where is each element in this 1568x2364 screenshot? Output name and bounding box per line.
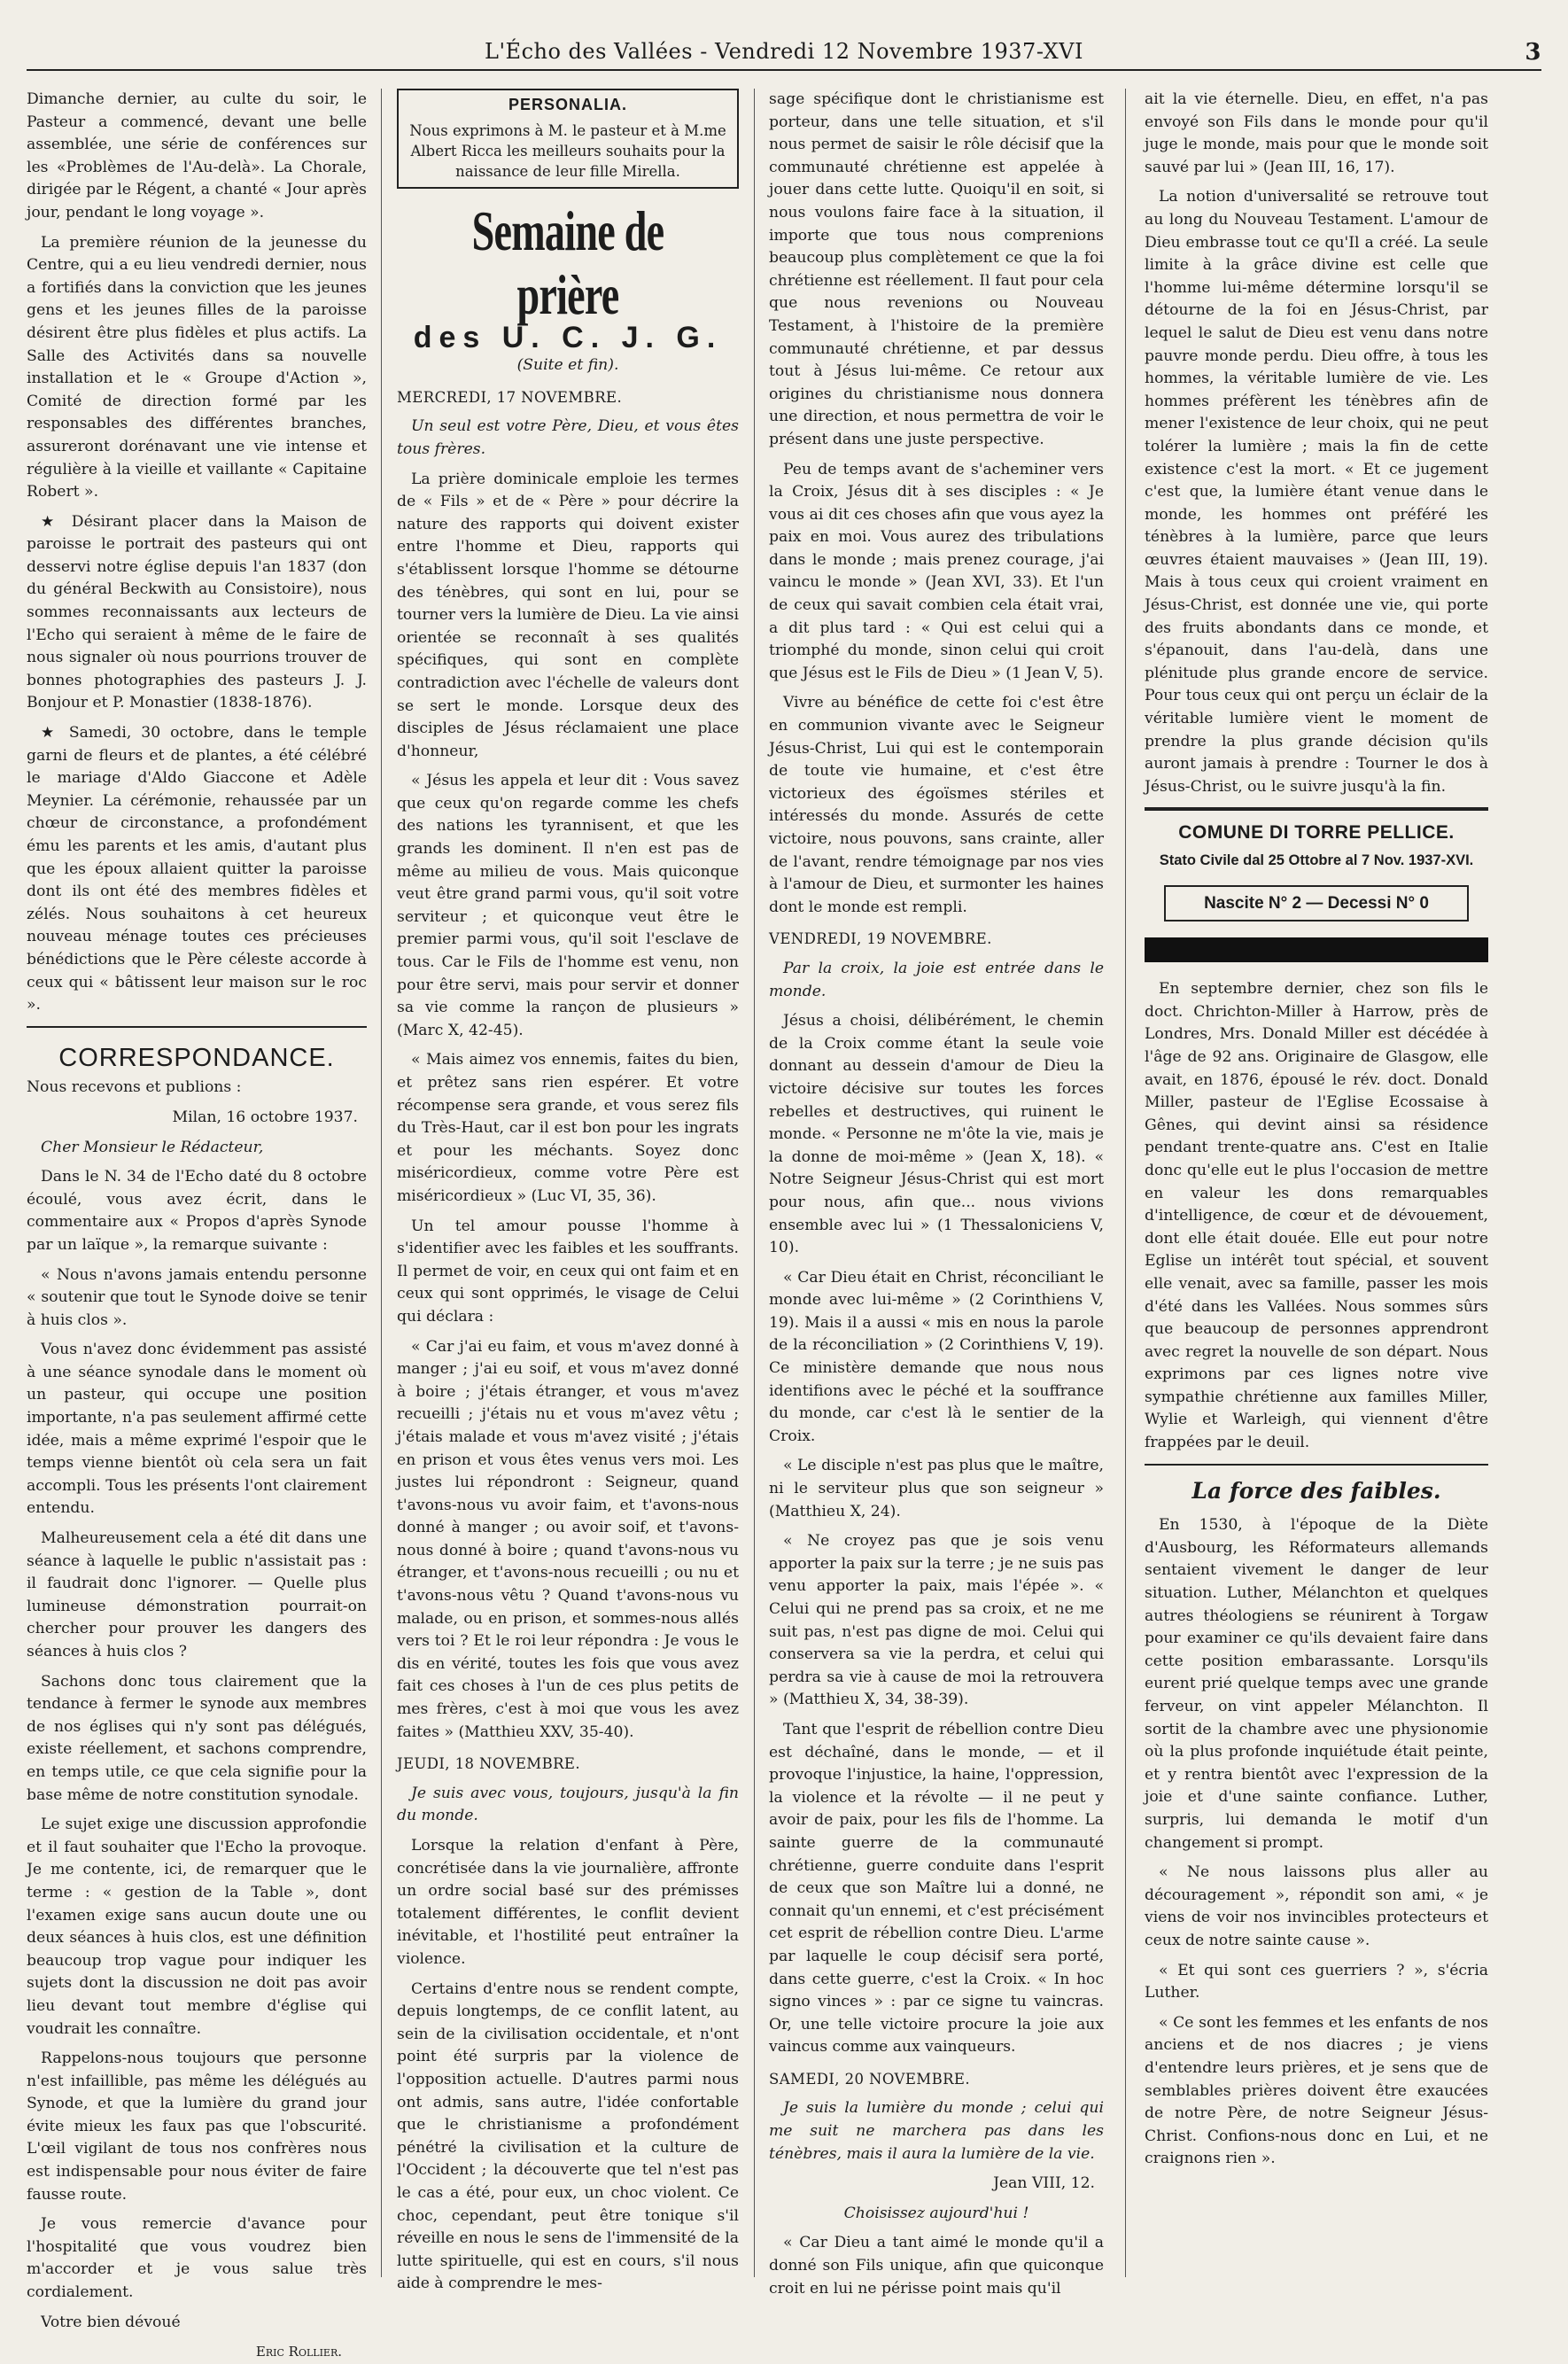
article-paragraph: La prière dominicale emploie les termes de « Fils » et de « Père » pour décrire la nature des rapports qui doivent exister entre l'homme et Dieu, rapports qui s'établissent lorsque l'homme se détourne des ténèbres, qui sont en lui, pour se tourner vers la lumière de Dieu. La vie ainsi orientée se reconnaît à ses qualités spécifiques, qui sont en complète contradiction avec l'échelle de valeurs dont se sert le monde. Lorsque deux des disciples de Jésus réclamaient une place d'honneur,	[397, 470, 739, 760]
article-paragraph: « Ne nous laissons plus aller au découragement », répondit son ami, « je viens de voir nos invincibles protecteurs et ceux de notre sainte cause ».	[1145, 1863, 1488, 1949]
masthead	[27, 39, 1541, 71]
article-title: Semaine de prière	[471, 198, 664, 326]
article-paragraph: Un tel amour pousse l'homme à s'identifier avec les faibles et les souffrants. Il permet de voir, en ceux qui ont faim et en ceux qui sont opprimés, le visage de Celui qui déclara :	[397, 1217, 739, 1326]
corr-place-date: Milan, 16 octobre 1937.	[172, 1108, 358, 1126]
article-paragraph: « Car Dieu était en Christ, réconciliant le monde avec lui-même » (2 Corinthiens V, 19). Mais il a aussi « mis en nous la parole de la réconciliation » (2 Corinthiens V, 19). Ce ministère demande que nous nous identifions avec le péché et la souffrance du monde, car c'est là le sentier de la Croix.	[769, 1268, 1104, 1445]
day-verse: Je suis avec vous, toujours, jusqu'à la fin du monde.	[397, 1784, 739, 1825]
article-paragraph: « Ce sont les femmes et les enfants de nos anciens et de nos diacres ; je viens d'entendre leurs prières, et je sens que de semblables prières doivent être exaucées de notre Père, de notre Seigneur Jésus-Christ. Confions-nous donc en Lui, et ne craignons rien ».	[1145, 2013, 1488, 2168]
masthead-title: L'Écho des Vallées - Vendredi 12 Novembre 1937-XVI	[485, 39, 1083, 64]
personalia-title: PERSONALIA.	[508, 96, 627, 113]
black-divider	[1145, 937, 1488, 962]
force-title: La force des faibles.	[1192, 1477, 1441, 1504]
article-paragraph: « Et qui sont ces guerriers ? », s'écria Luther.	[1145, 1961, 1488, 2002]
article-paragraph: « Jésus les appela et leur dit : Vous savez que ceux qu'on regarde comme les chefs des nations les tyrannisent, et que les grands les dominent. Il n'en est pas de même au milieu de vous. Mais quiconque veut être grand parmi vous, qu'il soit votre serviteur ; et quiconque veut être le premier parmi vous, qu'il soit l'esclave de tous. Car le Fils de l'homme est venu, non pour être servi, mais pour servir et donner sa vie comme la rançon de plusieurs » (Marc X, 42-45).	[397, 772, 739, 1039]
day-heading: VENDREDI, 19 NOVEMBRE.	[769, 930, 992, 948]
article-paragraph: ★ Désirant placer dans la Maison de paroisse le portrait des pasteurs qui ont desservi notre église depuis l'an 1837 (don du général Beckwith au Consistoire), nous sommes reconnaissants aux lecteurs de l'Echo qui seraient à même de le faire de nous signaler où nous pourrions trouver de bonnes photographies des pasteurs J. J. Bonjour et P. Monastier (1838-1876).	[27, 512, 367, 712]
section-divider	[27, 1026, 367, 1028]
corr-paragraph: Sachons donc tous clairement que la tendance à fermer le synode aux membres de nos églises qui n'y sont pas délégués, existe réellement, et sachons comprendre, en temps utile, ce que cela signifie pour la base même de notre constitution synodale.	[27, 1672, 367, 1804]
corr-paragraph: Malheureusement cela a été dit dans une séance à laquelle le public n'assistait pas : il faudrait donc l'ignorer. — Quelle plus lumineuse démonstration pourrait-on chercher pour prouver les dangers des séances à huis clos ?	[27, 1529, 367, 1660]
article-paragraph: « Mais aimez vos ennemis, faites du bien, et prêtez sans rien espérer. Et votre récompense sera grande, et vous serez fils du Très-Haut, car il est bon pour les ingrats et pour les méchants. Soyez donc miséricordieux, comme votre Père est miséricordieux » (Luc VI, 35, 36).	[397, 1051, 739, 1205]
nascite-box: Nascite N° 2 — Decessi N° 0	[1164, 885, 1469, 922]
day-heading: SAMEDI, 20 NOVEMBRE.	[769, 2070, 971, 2088]
corr-salutation: Cher Monsieur le Rédacteur,	[41, 1138, 264, 1156]
choose-today: Choisissez aujourd'hui !	[843, 2204, 1029, 2222]
verse-reference: Jean VIII, 12.	[993, 2174, 1095, 2193]
day-verse: Un seul est votre Père, Dieu, et vous êtes tous frères.	[397, 417, 739, 458]
article-paragraph: La notion d'universalité se retrouve tout au long du Nouveau Testament. L'amour de Dieu embrasse tout ce qu'Il a créé. La seule limite à la grâce divine est celle que l'homme lui-même détermine lorsqu'il se détourne de la foi en Jésus-Christ, par lequel le salut de Dieu est venu dans notre pauvre monde perdu. Dieu offre, à tous les hommes, la véritable lumière de vie. Les hommes préfèrent les ténèbres afin de mener l'existence de leur choix, qui ne peut tolérer la lumière ; mais la fin de cette existence c'est la mort. « Et ce jugement c'est que, la lumière étant venue dans le monde, les hommes ont préféré les ténèbres à la lumière, parce que leurs œuvres étaient mauvaises » (Jean III, 19). Mais à tous ceux qui croient vraiment en Jésus-Christ, est donnée une vie, qui porte des fruits abondants dans ce monde, et s'épanouit, dans l'au-delà, dans une plénitude plus grande encore de service. Pour tous ceux qui ont perçu un éclair de la véritable lumière vient le moment de prendre la plus grande décision qu'ils auront jamais à prendre : Tourner le dos à Jésus-Christ, ou le suivre jusqu'à la fin.	[1145, 188, 1488, 796]
article-paragraph: « Car j'ai eu faim, et vous m'avez donné à manger ; j'ai eu soif, et vous m'avez donné à boire ; j'étais étranger, et vous m'avez recueilli ; j'étais nu et vous m'avez vêtu ; j'étais malade et vous m'avez visité ; j'étais en prison et vous êtes venus vers moi. Les justes lui répondront : Seigneur, quand t'avons-nous vu avoir faim, et t'avons-nous donné à manger ; ou avoir soif, et t'avons-nous donné à boire ; quand t'avons-nous vu étranger, et t'avons-nous recueilli ; ou nu et t'avons-nous vêtu ? Quand t'avons-nous vu malade, ou en prison, et sommes-nous allés vers toi ? Et le roi leur répondra : Je vous le dis en vérité, toutes les fois que vous avez fait ces choses à l'un de ces plus petits de mes frères, c'est à moi que vous les avez faites » (Matthieu XXV, 35-40).	[397, 1337, 739, 1741]
article-paragraph: Vivre au bénéfice de cette foi c'est être en communion vivante avec le Seigneur Jésus-Christ, Lui qui est le contemporain de toute vie humaine, et c'est être victorieux des égoïsmes stériles et intéressés du monde. Assurés de cette victoire, nous pouvons, sans crainte, aller de l'avant, rendre témoignage par nos vies à l'amour de Dieu, et surmonter les haines dont le monde est rempli.	[769, 694, 1104, 916]
corr-closing: Votre bien dévoué	[41, 2313, 181, 2331]
corr-signature: Eric Rollier.	[255, 2344, 342, 2360]
article-paragraph: Certains d'entre nous se rendent compte, depuis longtemps, de ce conflit latent, au sein de la civilisation occidentale, et n'ont point été surpris par la violence de l'opposition actuelle. D'autres parmi nous ont admis, sans autre, l'idée confortable que le christianisme a profondément pénétré la civilisation et la culture de l'Occident ; la découverte que tel n'est pas le cas a été, pour eux, un choc violent. Ce choc, cependant, peut être tonique s'il réveille en nous le sens de l'immensité de la lutte spirituelle, qui est en cours, s'il nous aide à comprendre le mes-	[397, 1979, 739, 2293]
column-rule	[1125, 89, 1126, 2277]
corr-paragraph: « Nous n'avons jamais entendu personne « soutenir que tout le Synode doive se tenir à huis clos ».	[27, 1265, 367, 1329]
corr-paragraph: Vous n'avez donc évidemment pas assisté à une séance synodale dans le moment où un pasteur, qui occupe une position importante, n'a pas seulement affirmé cette idée, mais a même exprimé l'espoir que le temps vienne bientôt où cela sera un fait accompli. Tous les présents l'ont clairement entendu.	[27, 1341, 367, 1518]
article-paragraph: « Le disciple n'est pas plus que le maître, ni le serviteur plus que son seigneur » (Matthieu X, 24).	[769, 1457, 1104, 1520]
section-divider	[1145, 1464, 1488, 1466]
correspondance-title: CORRESPONDANCE.	[58, 1043, 335, 1072]
corr-paragraph: Rappelons-nous toujours que personne n'est infaillible, pas même les délégués au Synode, et que la lumière du grand jour évite mieux les faux pas que l'obscurité. L'œil vigilant de tous nos confrères nous est indispensable pour nous éviter de faire fausse route.	[27, 2049, 367, 2204]
personalia-text: Nous exprimons à M. le pasteur et à M.me Albert Ricca les meilleurs souhaits pour la naissance de leur fille Mirella.	[409, 121, 726, 180]
stato-civile: Stato Civile dal 25 Ottobre al 7 Nov. 1937-XVI.	[1159, 852, 1474, 868]
corr-paragraph: Je vous remercie d'avance pour l'hospitalité que vous voudrez bien m'accorder et je vous salue très cordialement.	[27, 2215, 367, 2302]
article-subtitle: des U. C. J. G.	[413, 320, 723, 354]
article-paragraph: Dimanche dernier, au culte du soir, le Pasteur a commencé, devant une belle assemblée, une série de conférences sur les «Problèmes de l'Au-delà». La Chorale, dirigée par le Régent, a chanté « Jour après jour, pendant le long voyage ».	[27, 90, 367, 222]
corr-paragraph: Le sujet exige une discussion approfondie et il faut souhaiter que l'Echo la provoque. Je me contente, ici, de remarquer que le terme : « gestion de la Table », dont l'examen exige sans aucun doute une ou deux séances à huis clos, est une définition beaucoup trop vague pour indiquer les sujets dont la discussion ne doit pas avoir lieu devant tout membre d'église qui voudrait les connaître.	[27, 1816, 367, 2038]
day-verse: Par la croix, la joie est entrée dans le monde.	[769, 959, 1104, 1000]
comune-title: COMUNE DI TORRE PELLICE.	[1178, 822, 1455, 844]
corr-paragraph: Dans le N. 34 de l'Echo daté du 8 octobre écoulé, vous avez écrit, dans le commentaire aux « Propos d'après Synode par un laïque », la remarque suivante :	[27, 1168, 367, 1254]
day-verse: Je suis la lumière du monde ; celui qui me suit ne marchera pas dans les ténèbres, mais il aura la lumière de la vie.	[769, 2099, 1104, 2163]
article-paragraph: ★ Samedi, 30 octobre, dans le temple garni de fleurs et de plantes, a été célébré le mariage d'Aldo Giaccone et Adèle Meynier. La cérémonie, rehaussée par un chœur de circonstance, a profondément ému les parents et les amis, d'autant plus que les époux allaient quitter la paroisse dont ils ont été des membres fidèles et zélés. Nous souhaitons à cet heureux nouveau ménage toutes ces précieuses bénédictions que le Père céleste accorde à ceux qui « bâtissent leur maison sur le roc ».	[27, 724, 367, 1015]
article-paragraph: Lorsque la relation d'enfant à Père, concrétisée dans la vie journalière, affronte un ordre social basé sur des prémisses totalement différentes, le conflit devient inévitable, et l'hostilité peut entraîner la violence.	[397, 1837, 739, 1968]
article-paragraph: ait la vie éternelle. Dieu, en effet, n'a pas envoyé son Fils dans le monde pour qu'il juge le monde, mais pour que le monde soit sauvé par lui » (Jean III, 16, 17).	[1145, 90, 1488, 176]
article-paragraph: « Car Dieu a tant aimé le monde qu'il a donné son Fils unique, afin que quiconque croit en lui ne périsse point mais qu'il	[769, 2234, 1104, 2298]
column-rule	[381, 89, 382, 2277]
page-number: 3	[1525, 39, 1541, 66]
article-paragraph: Tant que l'esprit de rébellion contre Dieu est déchaîné, dans le monde, — et il provoque l'injustice, la haine, l'oppression, la violence et la révolte — il ne peut y avoir de paix, pour les fils de l'homme. La sainte guerre de la communauté chrétienne, guerre conduite dans l'esprit de ceux que son Maître lui a donné, ne connait qu'un ennemi, et c'est précisément cet esprit de rébellion contre Dieu. L'arme par laquelle le coup décisif sera porté, dans cette guerre, c'est la Croix. « In hoc signo vinces » : par ce signe tu vaincras. Or, une telle victoire procure la joie aux vaincus comme aux vainqueurs.	[769, 1720, 1104, 2057]
article-paragraph: En 1530, à l'époque de la Diète d'Ausbourg, les Réformateurs allemands sentaient vivement le danger de leur situation. Luther, Mélanchton et quelques autres théologiens se réunirent à Torgaw pour examiner ce qu'ils devaient faire dans cette position embarassante. Lorsqu'ils eurent prié quelque temps avec une grande ferveur, on vint appeler Mélanchton. Il sortit de la chambre avec une physionomie où la plus profonde inquiétude était peinte, et y rentra bientôt avec l'expression de la joie et d'une sainte confiance. Luther, surpris, lui demanda le motif d'un changement si prompt.	[1145, 1516, 1488, 1852]
article-paragraph: « Ne croyez pas que je sois venu apporter la paix sur la terre ; je ne suis pas venu apporter la paix, mais l'épée ». « Celui qui ne prend pas sa croix, et ne me suit pas, n'est pas digne de moi. Celui qui conservera sa vie la perdra, et celui qui perdra sa vie à cause de moi la retrouvera » (Matthieu X, 34, 38-39).	[769, 1532, 1104, 1709]
column-3	[769, 89, 1104, 2298]
article-paragraph: Peu de temps avant de s'acheminer vers la Croix, Jésus dit à ses disciples : « Je vous ai dit ces choses afin que vous ayez la paix en moi. Vous aurez des tribulations dans le monde ; mais prenez courage, j'ai vaincu le monde » (Jean XVI, 33). Et l'un de ceux qui savait combien cela était vrai, a dit plus tard : « Qui est celui qui a triomphé du monde, sinon celui qui croit que Jésus est le Fils de Dieu » (1 Jean V, 5).	[769, 460, 1104, 682]
day-heading: MERCREDI, 17 NOVEMBRE.	[397, 388, 623, 406]
column-1	[27, 89, 367, 2360]
article-paragraph: Jésus a choisi, délibérément, le chemin de la Croix comme étant la seule voie donnant au dessein d'amour de Dieu la victoire décisive sur toutes les forces rebelles et destructives, qui ruinent le monde. « Personne ne m'ôte la vie, mais je la donne de moi-même » (Jean X, 18). « Notre Seigneur Jésus-Christ qui est mort pour nous, afin que... nous vivions ensemble avec lui » (1 Thessaloniciens V, 10).	[769, 1012, 1104, 1257]
column-2	[397, 89, 739, 2293]
suite-note: (Suite et fin).	[516, 356, 619, 375]
section-divider	[1145, 807, 1488, 811]
day-heading: JEUDI, 18 NOVEMBRE.	[397, 1755, 581, 1773]
article-paragraph: La première réunion de la jeunesse du Centre, qui a eu lieu vendredi dernier, nous a fortifiés dans la conviction que les jeunes gens et les jeunes filles de la paroisse désirent être plus fidèles et plus actifs. La Salle des Activités dans sa nouvelle installation et le « Groupe d'Action », Comité de direction formé par les responsables des différentes branches, assureront dorénavant une vie intense et régulière à la vieille et vaillante « Capitaine Robert ».	[27, 233, 367, 502]
obituary-text: En septembre dernier, chez son fils le doct. Chrichton-Miller à Harrow, près de Londres, Mrs. Donald Miller est décédée à l'âge de 92 ans. Originaire de Glasgow, elle avait, en 1876, épousé le rév. doct. Donald Miller, pasteur de l'Eglise Ecossaise à Gênes, qui devint ainsi sa résidence pendant trente-quatre ans. C'est en Italie donc qu'elle eut le plus l'occasion de mettre en valeur les dons remarquables d'intelligence, de cœur et de dévouement, dont elle était douée. Elle eut pour notre Eglise un intérêt tout spécial, et souvent elle venait, avec sa famille, passer les mois d'été dans les Vallées. Nous sommes sûrs que beaucoup de personnes apprendront avec regret la nouvelle de son départ. Nous exprimons par ces lignes notre vive sympathie chrétienne aux familles Miller, Wylie et Warleigh, qui viennent d'être frappées par le deuil.	[1145, 980, 1488, 1452]
article-paragraph: sage spécifique dont le christianisme est porteur, dans une telle situation, et s'il nous permet de saisir le rôle décisif que la communauté chrétienne est appelée à jouer dans cette lutte. Quoiqu'il en soit, si nous voulons faire face à la situation, il importe que tous nous comprenions beaucoup plus complètement ce que la foi chrétienne est réellement. Il faut pour cela que nous revenions ou Nouveau Testament, à l'histoire de la première communauté chrétienne, et par dessus tout à Jésus lui-même. Ce retour aux origines du christianisme nous donnera une direction, et nous permettra de voir le présent dans une juste perspective.	[769, 90, 1104, 448]
column-4	[1145, 89, 1488, 2277]
column-rule	[754, 89, 755, 2277]
personalia-box	[397, 89, 739, 189]
corr-intro: Nous recevons et publions :	[27, 1078, 242, 1097]
